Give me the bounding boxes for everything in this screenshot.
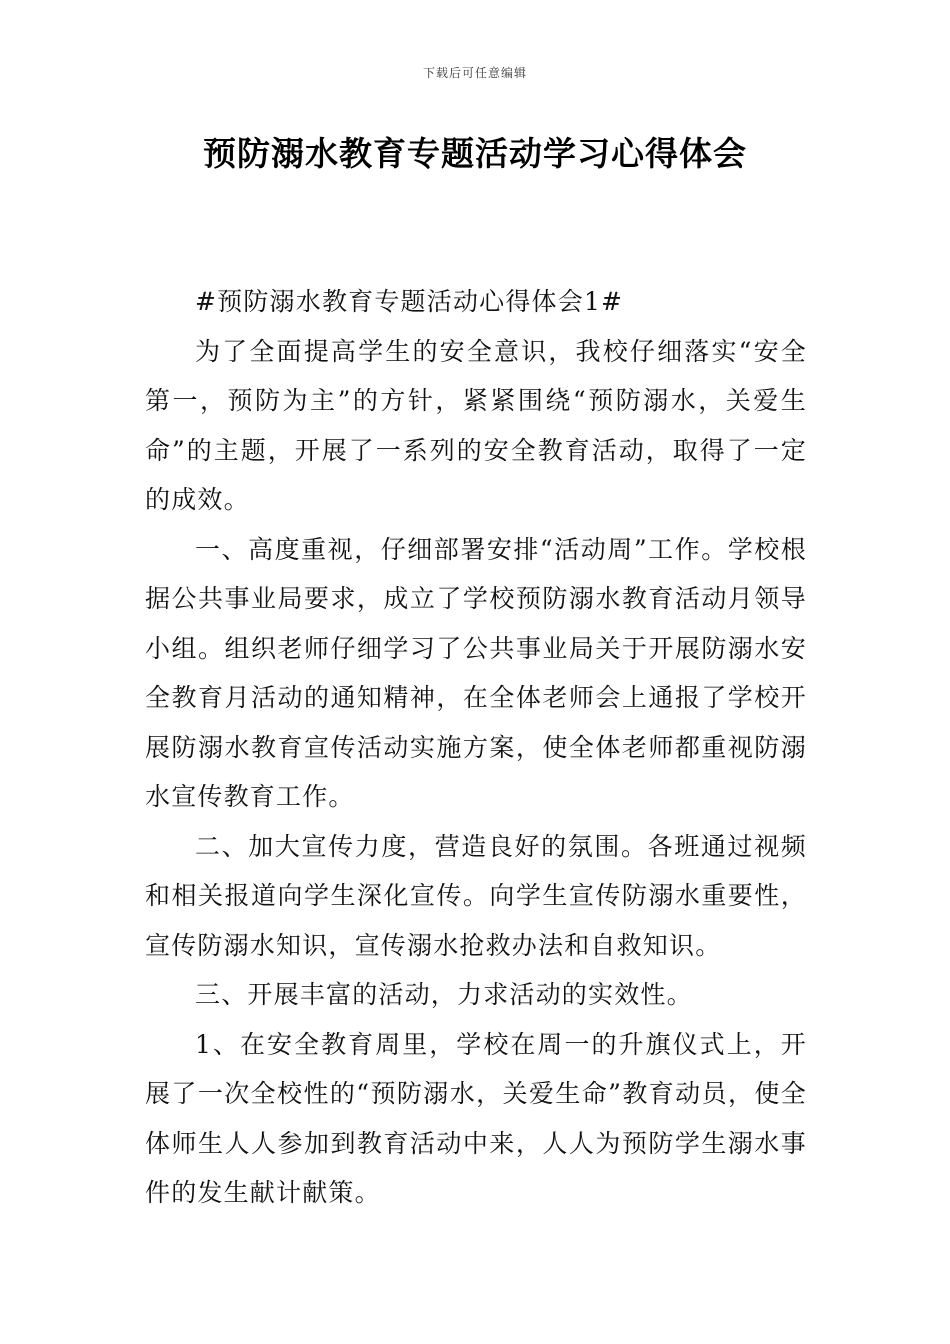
paragraph-point-1: 一、高度重视，仔细部署安排“活动周”工作。学校根据公共事业局要求，成立了学校预防溺水教育活动月领导小组。组织老师仔细学习了公共事业局关于开展防溺水安全教育月活动的通知精神，在全体老师会上通报了学校开展防溺水教育宣传活动实施方案，使全体老师都重视防溺水宣传教育工作。 <box>145 534 807 811</box>
paragraph-intro: 为了全面提高学生的安全意识，我校仔细落实“安全第一，预防为主”的方针，紧紧围绕“预防溺水，关爱生命”的主题，开展了一系列的安全教育活动，取得了一定的成效。 <box>145 336 807 514</box>
header-note: 下载后可任意编辑 <box>422 66 527 80</box>
document-title: 预防溺水教育专题活动学习心得体会 <box>203 134 747 173</box>
paragraph-point-2: 二、加大宣传力度，营造良好的氛围。各班通过视频和相关报道向学生深化宣传。向学生宣传防溺水重要性，宣传防溺水知识，宣传溺水抢救办法和自救知识。 <box>145 831 807 960</box>
paragraph-point-3: 三、开展丰富的活动，力求活动的实效性。 <box>195 980 693 1009</box>
paragraph-subpoint-1: 1、在安全教育周里，学校在周一的升旗仪式上，开展了一次全校性的“预防溺水，关爱生命”教育动员，使全体师生人人参加到教育活动中来，人人为预防学生溺水事件的发生献计献策。 <box>145 1029 807 1207</box>
section-heading: #预防溺水教育专题活动心得体会1# <box>195 287 624 316</box>
document-body <box>145 277 807 1218</box>
